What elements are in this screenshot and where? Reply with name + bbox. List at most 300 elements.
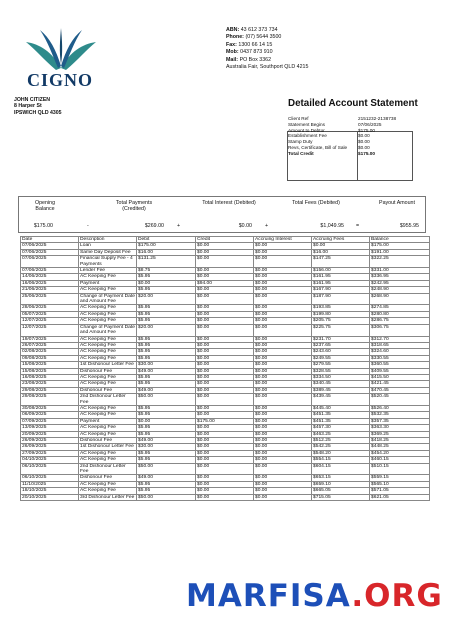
column-header: Description [79,237,137,243]
table-cell: $0.00 [254,405,312,411]
table-cell: $16.00 [312,249,370,255]
table-cell: $0.00 [137,280,196,286]
table-cell: $49.00 [137,368,196,374]
table-cell: Dishonour Fee [79,438,137,444]
table-cell: $8.75 [137,268,196,274]
table-cell: $0.00 [254,394,312,406]
table-cell: $0.00 [254,463,312,475]
table-cell: $0.00 [196,412,254,418]
table-cell: $0.00 [312,243,370,249]
table-cell: 07/06/2025 [21,249,79,255]
table-cell: 2nd Dishonour Letter Fee [79,394,137,406]
table-cell: $512.25 [312,438,370,444]
table-cell: $0.00 [254,268,312,274]
table-cell: $0.00 [254,287,312,293]
table-cell: $5.95 [137,336,196,342]
table-cell: $0.00 [254,342,312,348]
table-cell: $0.00 [254,425,312,431]
customer-street: 8 Harper St [14,103,42,110]
table-cell: $0.00 [254,256,312,268]
table-cell: $175.00 [196,418,254,424]
summary-operator: - [87,223,89,229]
table-cell: $249.55 [312,355,370,361]
table-cell: 16/06/2025 [21,280,79,286]
table-cell: $279.55 [312,362,370,368]
table-cell: $0.00 [196,457,254,463]
table-row [21,324,430,336]
column-header: Date [21,237,79,243]
table-row [21,463,430,475]
table-cell: 07/06/2025 [21,256,79,268]
table-cell: 25/06/2025 [21,293,79,305]
table-cell: $274.85 [370,305,430,311]
table-cell: AC Keeping Fee [79,405,137,411]
table-cell: $0.00 [254,318,312,324]
table-cell: $0.00 [254,280,312,286]
table-cell: $0.00 [254,481,312,487]
table-cell: $369.25 [370,431,430,437]
customer-name: JOHN CITIZEN [14,97,51,103]
table-cell: $451.35 [312,418,370,424]
table-cell: $5.95 [137,318,196,324]
table-cell: $454.20 [370,450,430,456]
detail-label: Stamp Duty [288,139,313,145]
table-cell: $0.00 [254,475,312,481]
table-cell: AC Keeping Fee [79,274,137,280]
table-cell: 20/10/2025 [21,494,79,500]
table-cell: $621.05 [370,494,430,500]
table-cell: AC Keeping Fee [79,287,137,293]
table-cell: 13/09/2025 [21,425,79,431]
table-cell: 02/08/2025 [21,349,79,355]
table-cell: $187.90 [312,293,370,305]
summary-value: $1,049.95 [320,223,344,229]
table-cell: Payment [79,418,137,424]
table-cell: Change of Payment Date and Amount Fee [80,324,135,336]
table-cell: $0.00 [196,450,254,456]
table-cell: AC Keeping Fee [79,342,137,348]
table-cell: $460.15 [370,457,430,463]
table-cell: $0.00 [196,256,254,268]
table-cell: $175.00 [370,243,430,249]
detail-value: $0.00 [358,139,370,145]
table-cell: $0.00 [254,457,312,463]
detail-value: $175.00 [358,127,375,133]
table-cell: $268.90 [370,293,430,305]
table-cell: $0.00 [196,481,254,487]
table-cell: $49.00 [137,475,196,481]
table-cell: AC Keeping Fee [79,425,137,431]
column-header: Accruing Interest [254,237,312,243]
table-cell: 18/10/2025 [21,488,79,494]
detail-label: Total Credit [288,150,314,156]
table-cell: $389.45 [312,387,370,393]
table-cell: AC Keeping Fee [79,450,137,456]
table-cell: 23/08/2025 [21,381,79,387]
table-cell: $318.65 [370,342,430,348]
table-cell: 26/09/2025 [21,444,79,450]
table-cell: $5.95 [137,412,196,418]
table-cell: $0.00 [196,355,254,361]
table-cell: $0.00 [196,336,254,342]
table-cell: 07/06/2025 [21,243,79,249]
table-cell: $324.60 [370,349,430,355]
table-cell: $5.95 [137,431,196,437]
table-cell: $50.00 [137,494,196,500]
table-cell: $0.00 [254,438,312,444]
table-cell: $336.95 [370,274,430,280]
table-cell: Dishonour Fee [79,475,137,481]
table-cell: $0.00 [196,349,254,355]
table-cell: AC Keeping Fee [79,374,137,380]
table-cell: $242.95 [370,280,430,286]
table-cell: $0.00 [254,368,312,374]
table-cell: $5.95 [137,457,196,463]
table-cell: $409.55 [370,368,430,374]
table-cell: $0.00 [254,362,312,368]
table-cell: $0.00 [196,324,254,336]
table-cell: $5.95 [137,287,196,293]
detail-value: $0.00 [358,144,370,150]
table-cell: $225.75 [312,324,370,336]
table-cell: $5.95 [137,405,196,411]
table-cell: $548.20 [312,450,370,456]
table-cell: AC Keeping Fee [79,381,137,387]
table-cell: $161.95 [312,280,370,286]
table-cell: $0.00 [254,488,312,494]
table-cell: 06/10/2025 [21,463,79,475]
table-cell: 15/08/2025 [21,368,79,374]
table-cell: Dishonour Fee [79,387,137,393]
table-cell: $322.25 [370,256,430,268]
detail-label: Amount to Debtor [288,127,325,133]
table-cell: $363.30 [370,425,430,431]
table-cell: $49.00 [137,438,196,444]
table-cell: $175.00 [137,243,196,249]
table-cell: $331.00 [370,268,430,274]
table-cell: 21/06/2025 [21,287,79,293]
table-cell: $0.00 [254,431,312,437]
table-cell: $0.00 [254,355,312,361]
table-cell: $463.25 [312,431,370,437]
table-cell: $0.00 [254,494,312,500]
table-cell: $49.00 [137,387,196,393]
table-cell: $330.55 [370,355,430,361]
detail-value: 2151232-2138738 [358,116,397,121]
summary-value: $269.00 [144,223,164,229]
table-cell: $360.55 [370,362,430,368]
account-summary [18,196,426,233]
table-cell: $448.25 [370,444,430,450]
table-cell: 3rd Dishonour Letter Fee [79,494,137,500]
table-cell: $0.00 [196,287,254,293]
statement-details [287,116,414,157]
table-cell: $0.00 [196,405,254,411]
table-cell: $0.00 [196,431,254,437]
table-cell: $5.95 [137,342,196,348]
table-cell: $0.00 [196,444,254,450]
table-cell: 12/07/2025 [21,324,79,336]
watermark-logo: MARFISA.ORG [186,578,443,614]
table-cell: $131.25 [137,256,196,268]
table-cell: Loan [79,243,137,249]
table-cell: $665.05 [312,488,370,494]
table-cell: $357.35 [370,418,430,424]
summary-header: Total Fees (Debited) [292,200,340,206]
table-cell: $5.95 [137,349,196,355]
table-cell: $306.75 [370,324,430,336]
table-cell: 26/07/2025 [21,342,79,348]
table-cell: 05/07/2025 [21,311,79,317]
table-cell: 09/08/2025 [21,355,79,361]
table-cell: $199.80 [312,311,370,317]
table-cell: Payment [79,280,137,286]
summary-header: Total Payments (Credited) [115,200,153,213]
table-cell: 28/06/2025 [21,305,79,311]
table-cell: $554.15 [312,457,370,463]
table-cell: 07/06/2025 [21,268,79,274]
table-cell: $0.00 [196,374,254,380]
table-cell: $0.00 [196,243,254,249]
table-cell: $0.00 [254,324,312,336]
table-cell: AC Keeping Fee [79,311,137,317]
table-cell: $542.25 [312,444,370,450]
table-cell: $0.00 [196,274,254,280]
table-cell: $0.00 [137,418,196,424]
summary-value: $955.95 [399,223,419,229]
table-cell: $0.00 [254,450,312,456]
statement-detail-row [287,151,414,157]
table-cell: $5.95 [137,381,196,387]
table-row [21,494,430,500]
table-cell: 06/09/2025 [21,412,79,418]
table-cell: $510.15 [370,463,430,475]
table-cell: $5.95 [137,311,196,317]
detail-value: $0.00 [358,133,370,139]
table-cell: $421.45 [370,381,430,387]
table-cell: AC Keeping Fee [79,412,137,418]
table-cell: 20/09/2025 [21,431,79,437]
table-cell: $243.60 [312,349,370,355]
table-cell: $0.00 [254,418,312,424]
table-cell: $565.10 [370,481,430,487]
table-row [21,293,430,305]
table-cell: $0.00 [254,412,312,418]
table-cell: $0.00 [196,342,254,348]
table-cell: $167.90 [312,287,370,293]
table-cell: $0.00 [196,488,254,494]
column-header: Balance [370,237,430,243]
table-cell: $451.35 [312,412,370,418]
table-cell: $340.45 [312,381,370,387]
detail-label: Revs, Certificate, Bill of Sale [288,144,348,150]
table-cell: Lender Fee [79,268,137,274]
table-cell: $559.15 [370,475,430,481]
table-cell: $248.90 [370,287,430,293]
table-cell: $5.95 [137,355,196,361]
table-cell: $526.40 [370,405,430,411]
table-cell: $5.95 [137,481,196,487]
brand-name: CIGNO [27,70,94,90]
table-cell: $520.45 [370,394,430,406]
table-cell: AC Keeping Fee [79,349,137,355]
table-cell: Same Day Deposit Fee [79,249,137,255]
table-cell: $5.95 [137,488,196,494]
table-cell: $94.00 [196,280,254,286]
table-cell: $5.95 [137,305,196,311]
detail-label: Statement Begins [288,121,326,127]
table-cell: 15/08/2025 [21,362,79,368]
table-cell: $20.00 [137,293,196,305]
table-cell: 16/08/2025 [21,374,79,380]
table-cell: $445.40 [312,405,370,411]
table-cell: $715.05 [312,494,370,500]
table-cell: $0.00 [254,336,312,342]
table-cell: $231.70 [312,336,370,342]
table-cell: 07/09/2025 [21,418,79,424]
table-cell: $50.00 [137,394,196,406]
detail-label: Establishment Fee [288,133,327,139]
table-cell: 29/08/2025 [21,387,79,393]
table-cell: $5.95 [137,274,196,280]
table-cell: $0.00 [196,268,254,274]
table-cell: $16.00 [137,249,196,255]
summary-operator: + [265,223,269,229]
table-cell: $0.00 [254,444,312,450]
table-cell: AC Keeping Fee [79,431,137,437]
summary-value: $0.00 [238,223,252,229]
table-cell: $328.55 [312,368,370,374]
table-cell: $0.00 [196,368,254,374]
table-cell: $604.15 [312,463,370,475]
table-cell: $571.05 [370,488,430,494]
detail-value: 07/06/2025 [358,121,382,127]
table-cell: 26/09/2025 [21,438,79,444]
summary-value: $175.00 [33,223,53,229]
table-cell: $418.25 [370,438,430,444]
table-cell: $0.00 [196,438,254,444]
table-cell: 12/07/2025 [21,318,79,324]
table-cell: $30.00 [137,444,196,450]
table-cell: 29/08/2025 [21,394,79,406]
summary-header: Payout Amount [379,200,415,206]
table-cell: $0.00 [196,311,254,317]
table-cell: $0.00 [254,274,312,280]
table-cell: $5.95 [137,425,196,431]
table-cell: $0.00 [254,243,312,249]
table-cell: AC Keeping Fee [79,488,137,494]
table-cell: Change of Payment Date and Amount Fee [80,293,135,305]
table-cell: $0.00 [196,305,254,311]
table-cell: $0.00 [254,381,312,387]
table-cell: $161.95 [312,274,370,280]
column-header: Debit [137,237,196,243]
company-contact: ABN: 43 612 373 734 Phone: (07) 5644 3500 Fax: 1300 66 14 15 Mob: 0437 873 910 Mail: PO Box 3362 Australia Fair, Southport QLD 4215 [226,27,309,71]
table-cell: $0.00 [254,349,312,355]
table-cell: $191.00 [370,249,430,255]
table-row [21,256,430,268]
table-cell: $0.00 [254,374,312,380]
table-cell: $415.50 [370,374,430,380]
table-cell: $0.00 [196,387,254,393]
table-cell: 1st Dishonour Letter Fee [79,362,137,368]
table-cell: $237.65 [312,342,370,348]
table-cell: $20.00 [137,324,196,336]
table-cell: AC Keeping Fee [79,457,137,463]
statement-title: Detailed Account Statement [288,98,418,109]
table-cell: $312.70 [370,336,430,342]
table-cell: $0.00 [196,394,254,406]
customer-city: IPSWICH QLD 4305 [14,109,62,116]
table-cell: 30/08/2025 [21,405,79,411]
table-cell: $659.10 [312,481,370,487]
table-cell: $156.00 [312,268,370,274]
summary-operator: = [356,223,360,229]
table-cell: 1st Dishonour Letter Fee [79,444,137,450]
table-cell: AC Keeping Fee [79,336,137,342]
table-cell: $0.00 [196,475,254,481]
transactions-table [20,236,430,501]
table-cell: 11/10/2025 [21,481,79,487]
detail-label: Client Ref [288,116,309,121]
table-cell: $0.00 [196,293,254,305]
table-cell: $0.00 [254,249,312,255]
table-cell: $0.00 [196,362,254,368]
table-cell: AC Keeping Fee [79,305,137,311]
table-row [21,394,430,406]
table-cell: $0.00 [254,293,312,305]
table-cell: 14/06/2025 [21,274,79,280]
table-cell: $0.00 [196,381,254,387]
table-cell: $0.00 [254,305,312,311]
table-cell: AC Keeping Fee [79,355,137,361]
table-cell: $50.00 [137,463,196,475]
table-cell: $193.85 [312,305,370,311]
table-cell: Financial Supply Fee - 4 Payments [79,256,137,268]
detail-value: $175.00 [358,150,375,156]
table-cell: $205.75 [312,318,370,324]
table-cell: $147.25 [312,256,370,268]
table-cell: $532.35 [370,412,430,418]
table-cell: $5.95 [137,450,196,456]
table-cell: $0.00 [196,318,254,324]
table-cell: 2nd Dishonour Letter Fee [79,463,137,475]
table-cell: Dishonour Fee [79,368,137,374]
table-cell: 06/10/2025 [21,475,79,481]
customer-address [14,97,62,116]
table-cell: AC Keeping Fee [79,481,137,487]
table-cell: $280.80 [370,311,430,317]
table-cell: $0.00 [196,494,254,500]
table-cell: $5.95 [137,374,196,380]
table-cell: $0.00 [254,387,312,393]
table-cell: $286.75 [370,318,430,324]
table-cell: $439.45 [312,394,370,406]
table-cell: $470.45 [370,387,430,393]
table-cell: $0.00 [196,463,254,475]
table-cell: AC Keeping Fee [79,318,137,324]
column-header: Accruing Fees [312,237,370,243]
table-cell: $334.50 [312,374,370,380]
summary-header: Total Interest (Debited) [202,200,256,206]
table-cell: $653.15 [312,475,370,481]
summary-header: Opening Balance [34,200,56,213]
table-cell: 27/09/2025 [21,450,79,456]
table-cell: $0.00 [196,249,254,255]
table-cell: $30.00 [137,362,196,368]
column-header: Credit [196,237,254,243]
table-cell: 04/10/2025 [21,457,79,463]
